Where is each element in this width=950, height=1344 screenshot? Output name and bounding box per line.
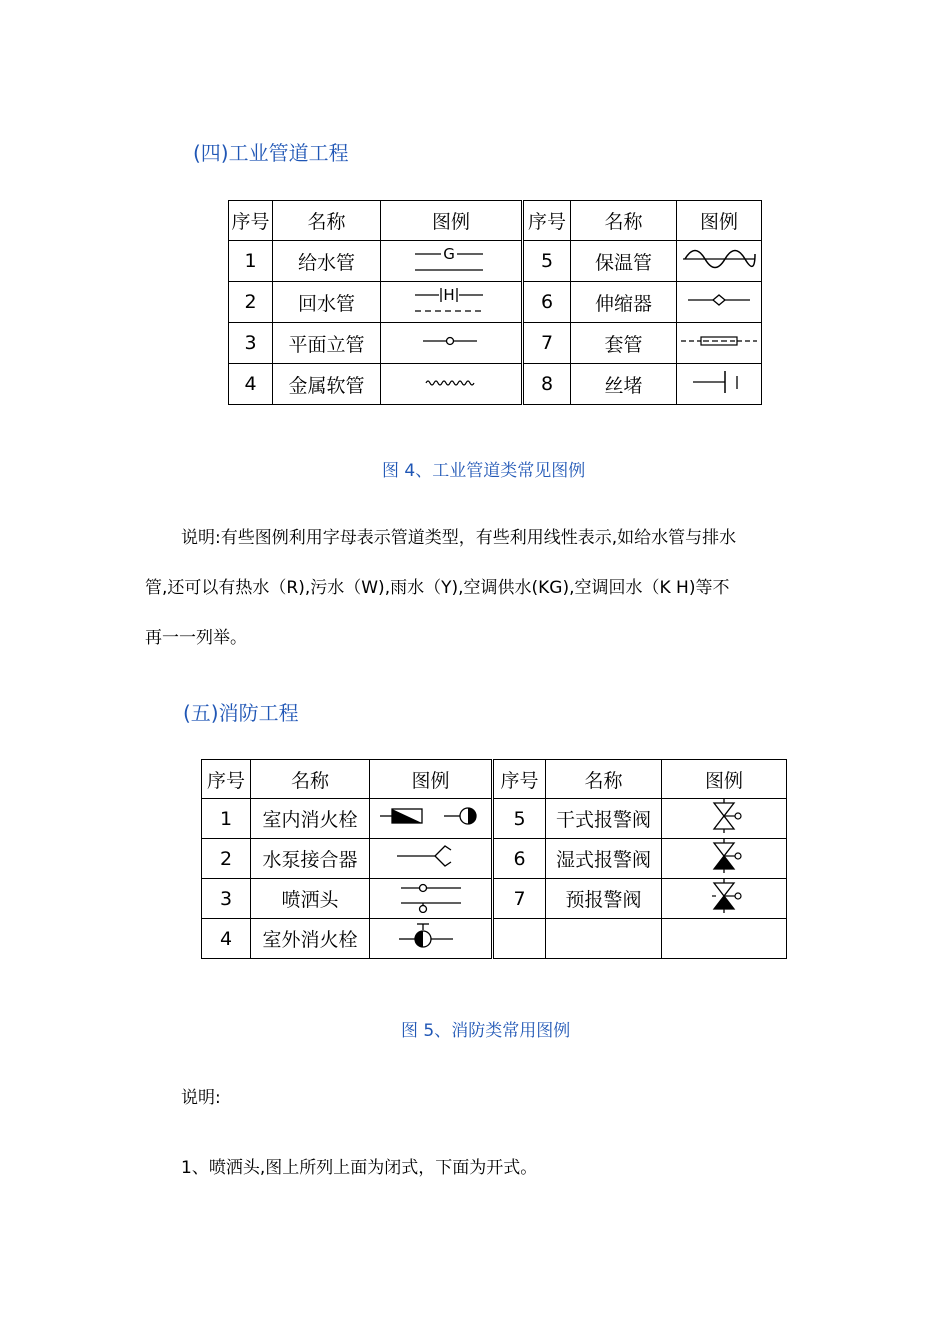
water-supply-pipe-symbol — [411, 242, 491, 276]
row-number: 3 — [202, 879, 251, 919]
header-cell: 图例 — [370, 760, 493, 799]
header-cell: 图例 — [381, 201, 523, 241]
header-cell: 序号 — [202, 760, 251, 799]
figure4-caption: 图 4、工业管道类常见图例 — [382, 461, 586, 481]
item-name: 喷洒头 — [251, 879, 370, 919]
row-number: 1 — [229, 241, 273, 282]
row-number: 1 — [202, 799, 251, 839]
item-name — [546, 919, 662, 959]
legend-pump-connector — [370, 839, 493, 879]
item-name: 湿式报警阀 — [546, 839, 662, 879]
legend-outdoor-hydrant — [370, 919, 493, 959]
legend-insulated-pipe — [677, 241, 762, 282]
expansion-joint-symbol — [684, 290, 754, 310]
indoor-hydrant-symbol — [376, 801, 486, 831]
legend-water-supply-pipe — [381, 241, 523, 282]
item-name: 平面立管 — [273, 323, 381, 364]
legend-vertical-riser — [381, 323, 523, 364]
table-row — [229, 364, 762, 405]
legend-sprinkler-head — [370, 879, 493, 919]
header-cell: 名称 — [273, 201, 381, 241]
outdoor-hydrant-symbol — [391, 920, 471, 952]
header-cell: 名称 — [251, 760, 370, 799]
row-number: 7 — [493, 879, 546, 919]
item-name: 预报警阀 — [546, 879, 662, 919]
item-name: 室外消火栓 — [251, 919, 370, 959]
legend-wet-alarm-valve — [662, 839, 787, 879]
row-number: 5 — [523, 241, 571, 282]
legend-return-water-pipe — [381, 282, 523, 323]
section5-note-item1: 1、喷洒头,图上所列上面为闭式，下面为开式。 — [181, 1158, 538, 1178]
section4-heading: (四)工业管道工程 — [193, 141, 349, 165]
item-name: 水泵接合器 — [251, 839, 370, 879]
figure5-caption: 图 5、消防类常用图例 — [401, 1021, 571, 1041]
wet-alarm-valve-symbol — [704, 839, 744, 873]
svg-text:H: H — [443, 285, 455, 304]
legend-casing-pipe — [677, 323, 762, 364]
row-number: 5 — [493, 799, 546, 839]
metal-hose-symbol — [424, 374, 478, 390]
row-number: 6 — [493, 839, 546, 879]
header-cell: 序号 — [493, 760, 546, 799]
table-row — [229, 282, 762, 323]
row-number: 3 — [229, 323, 273, 364]
section4-note-line1: 说明:有些图例利用字母表示管道类型，有些利用线性表示,如给水管与排水 — [181, 528, 737, 548]
table-row — [202, 799, 787, 839]
row-number: 4 — [229, 364, 273, 405]
row-number: 4 — [202, 919, 251, 959]
legend-dry-alarm-valve — [662, 799, 787, 839]
pre-action-valve-symbol — [704, 879, 744, 913]
legend-metal-hose — [381, 364, 523, 405]
row-number — [493, 919, 546, 959]
header-cell: 图例 — [677, 201, 762, 241]
item-name: 套管 — [571, 323, 677, 364]
table-row — [229, 241, 762, 282]
section5-note-title: 说明: — [181, 1088, 221, 1108]
row-number: 7 — [523, 323, 571, 364]
pump-connector-symbol — [391, 841, 471, 871]
return-water-pipe-symbol — [411, 283, 491, 317]
table-header-row — [202, 760, 787, 799]
item-name: 金属软管 — [273, 364, 381, 405]
row-number: 6 — [523, 282, 571, 323]
header-cell: 图例 — [662, 760, 787, 799]
header-cell: 序号 — [229, 201, 273, 241]
header-cell: 名称 — [571, 201, 677, 241]
legend-expansion-joint — [677, 282, 762, 323]
section4-note-line3: 再一一列举。 — [145, 628, 247, 648]
item-name: 室内消火栓 — [251, 799, 370, 839]
casing-pipe-symbol — [679, 331, 759, 351]
sprinkler-head-symbol — [391, 879, 471, 913]
table-row — [229, 323, 762, 364]
section5-heading: (五)消防工程 — [183, 701, 299, 725]
header-cell: 序号 — [523, 201, 571, 241]
item-name: 回水管 — [273, 282, 381, 323]
item-name: 保温管 — [571, 241, 677, 282]
item-name: 干式报警阀 — [546, 799, 662, 839]
row-number: 2 — [229, 282, 273, 323]
section4-note-line2: 管,还可以有热水（R),污水（W),雨水（Y),空调供水(KG),空调回水（K H)等不 — [145, 578, 730, 598]
table-row — [202, 879, 787, 919]
legend-plug — [677, 364, 762, 405]
svg-text:G: G — [443, 244, 455, 263]
table-row — [202, 919, 787, 959]
insulated-pipe-wave-symbol — [681, 244, 757, 274]
fire-protection-legend-table — [201, 759, 787, 959]
row-number: 2 — [202, 839, 251, 879]
item-name: 给水管 — [273, 241, 381, 282]
legend-pre-action-valve — [662, 879, 787, 919]
item-name: 伸缩器 — [571, 282, 677, 323]
row-number: 8 — [523, 364, 571, 405]
legend-empty-cell — [662, 919, 787, 959]
table-row — [202, 839, 787, 879]
vertical-riser-symbol — [419, 331, 483, 351]
dry-alarm-valve-symbol — [704, 799, 744, 833]
industrial-pipe-legend-table — [228, 200, 762, 405]
header-cell: 名称 — [546, 760, 662, 799]
table-header-row — [229, 201, 762, 241]
plug-symbol — [687, 367, 751, 397]
item-name: 丝堵 — [571, 364, 677, 405]
legend-indoor-hydrant — [370, 799, 493, 839]
